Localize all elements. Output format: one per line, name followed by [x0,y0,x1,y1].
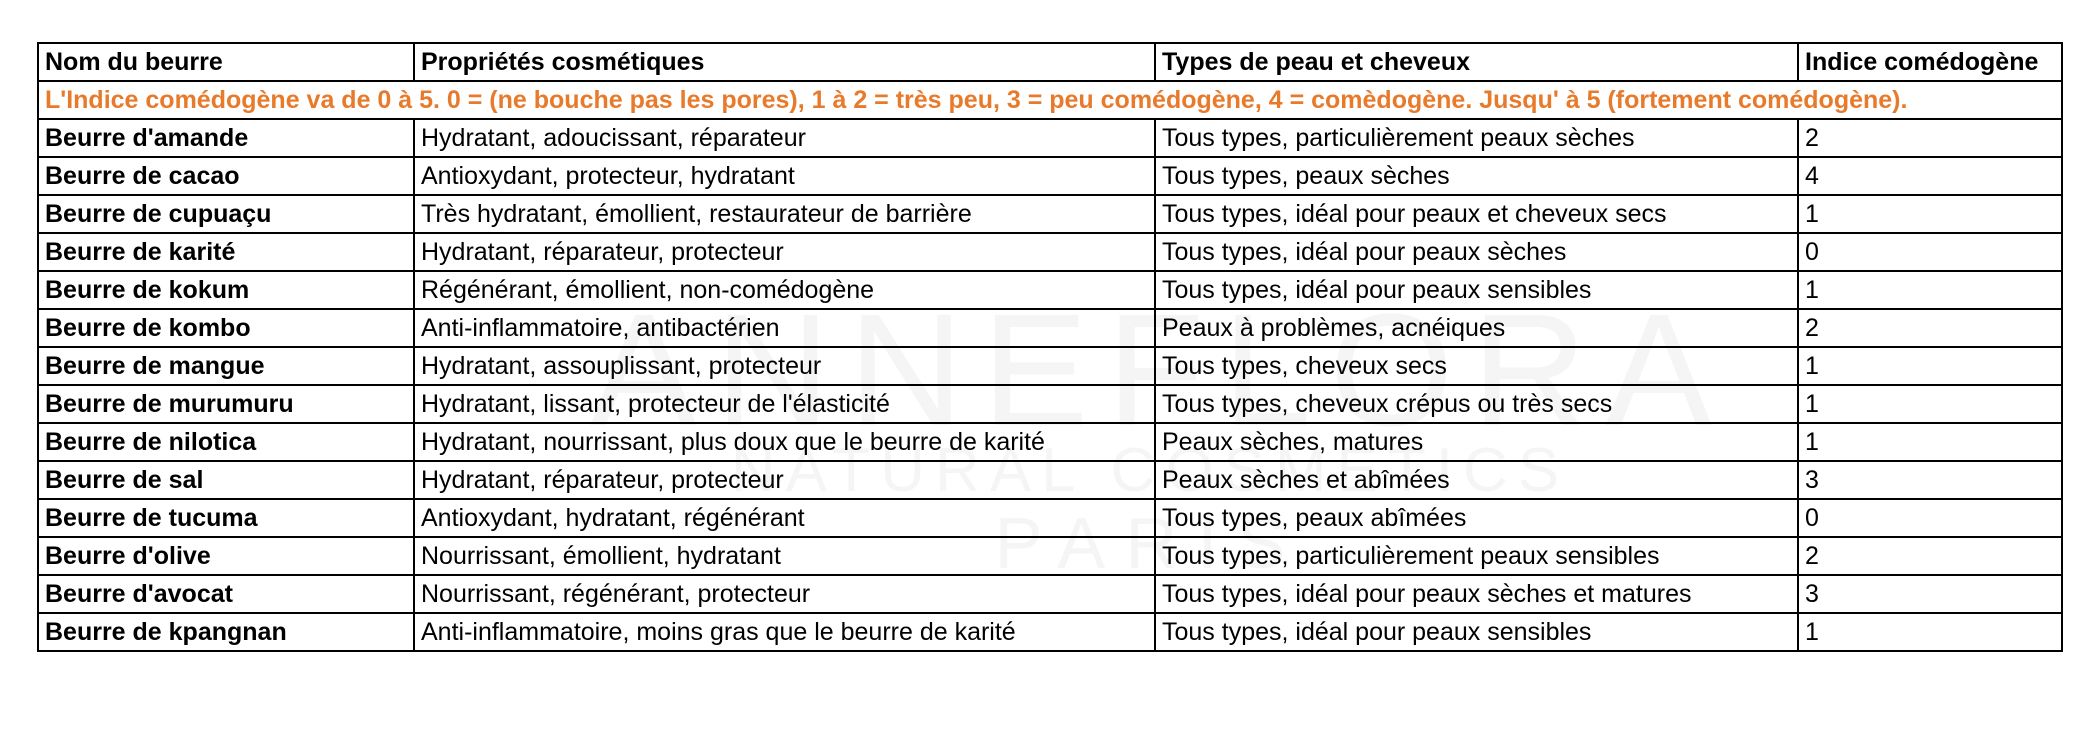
properties-cell: Hydratant, assouplissant, protecteur [414,347,1155,385]
skin-hair-types-cell: Tous types, cheveux crépus ou très secs [1155,385,1798,423]
comedogenic-index-cell: 0 [1798,499,2062,537]
butter-name-cell: Beurre de kpangnan [38,613,414,651]
skin-hair-types-cell: Tous types, particulièrement peaux sèches [1155,119,1798,157]
table-row [38,575,2062,613]
skin-hair-types-cell: Tous types, idéal pour peaux sèches [1155,233,1798,271]
skin-hair-types-cell: Peaux à problèmes, acnéiques [1155,309,1798,347]
butter-name-cell: Beurre de nilotica [38,423,414,461]
table-row [38,499,2062,537]
butter-name-cell: Beurre de karité [38,233,414,271]
comedogenic-index-cell: 1 [1798,423,2062,461]
table-row [38,157,2062,195]
table-row [38,385,2062,423]
comedogenic-index-cell: 1 [1798,613,2062,651]
butter-name-cell: Beurre d'amande [38,119,414,157]
note-row [38,81,2062,119]
comedogenic-index-cell: 4 [1798,157,2062,195]
table-row [38,309,2062,347]
table-row [38,461,2062,499]
header-index: Indice comédogène [1798,43,2062,81]
comedogenic-index-cell: 1 [1798,195,2062,233]
header-name: Nom du beurre [38,43,414,81]
skin-hair-types-cell: Tous types, particulièrement peaux sensibles [1155,537,1798,575]
table-row [38,119,2062,157]
table-row [38,613,2062,651]
properties-cell: Hydratant, lissant, protecteur de l'élasticité [414,385,1155,423]
comedogenic-index-cell: 2 [1798,119,2062,157]
properties-cell: Hydratant, adoucissant, réparateur [414,119,1155,157]
butter-name-cell: Beurre de cupuaçu [38,195,414,233]
comedogenic-index-cell: 1 [1798,271,2062,309]
properties-cell: Anti-inflammatoire, antibactérien [414,309,1155,347]
header-properties: Propriétés cosmétiques [414,43,1155,81]
header-row [38,43,2062,81]
butter-name-cell: Beurre de kombo [38,309,414,347]
properties-cell: Anti-inflammatoire, moins gras que le beurre de karité [414,613,1155,651]
properties-cell: Régénérant, émollient, non-comédogène [414,271,1155,309]
table-row [38,423,2062,461]
properties-cell: Hydratant, réparateur, protecteur [414,461,1155,499]
comedogenic-scale-note: L'Indice comédogène va de 0 à 5. 0 = (ne bouche pas les pores), 1 à 2 = très peu, 3 = peu comédogène, 4 = comèdogène. Jusqu' à 5 (fortement comédogène). [38,81,2062,119]
butter-name-cell: Beurre d'olive [38,537,414,575]
butter-name-cell: Beurre de cacao [38,157,414,195]
properties-cell: Antioxydant, protecteur, hydratant [414,157,1155,195]
properties-cell: Nourrissant, émollient, hydratant [414,537,1155,575]
table-row [38,233,2062,271]
table-row [38,195,2062,233]
table-row [38,537,2062,575]
skin-hair-types-cell: Tous types, peaux sèches [1155,157,1798,195]
table-row [38,347,2062,385]
butter-name-cell: Beurre de sal [38,461,414,499]
comedogenic-index-cell: 2 [1798,537,2062,575]
comedogenic-index-cell: 3 [1798,575,2062,613]
butters-table [37,42,2063,652]
comedogenic-index-cell: 1 [1798,385,2062,423]
skin-hair-types-cell: Tous types, cheveux secs [1155,347,1798,385]
properties-cell: Hydratant, nourrissant, plus doux que le beurre de karité [414,423,1155,461]
properties-cell: Très hydratant, émollient, restaurateur de barrière [414,195,1155,233]
table-row [38,271,2062,309]
skin-hair-types-cell: Tous types, idéal pour peaux sensibles [1155,271,1798,309]
butter-name-cell: Beurre de kokum [38,271,414,309]
comedogenic-index-cell: 3 [1798,461,2062,499]
butter-name-cell: Beurre de murumuru [38,385,414,423]
butter-name-cell: Beurre d'avocat [38,575,414,613]
butter-name-cell: Beurre de tucuma [38,499,414,537]
comedogenic-index-cell: 2 [1798,309,2062,347]
skin-hair-types-cell: Peaux sèches et abîmées [1155,461,1798,499]
properties-cell: Hydratant, réparateur, protecteur [414,233,1155,271]
header-types: Types de peau et cheveux [1155,43,1798,81]
properties-cell: Antioxydant, hydratant, régénérant [414,499,1155,537]
butter-name-cell: Beurre de mangue [38,347,414,385]
comedogenic-index-cell: 1 [1798,347,2062,385]
skin-hair-types-cell: Tous types, idéal pour peaux sensibles [1155,613,1798,651]
comedogenic-index-cell: 0 [1798,233,2062,271]
skin-hair-types-cell: Tous types, idéal pour peaux et cheveux secs [1155,195,1798,233]
skin-hair-types-cell: Peaux sèches, matures [1155,423,1798,461]
properties-cell: Nourrissant, régénérant, protecteur [414,575,1155,613]
skin-hair-types-cell: Tous types, peaux abîmées [1155,499,1798,537]
skin-hair-types-cell: Tous types, idéal pour peaux sèches et matures [1155,575,1798,613]
